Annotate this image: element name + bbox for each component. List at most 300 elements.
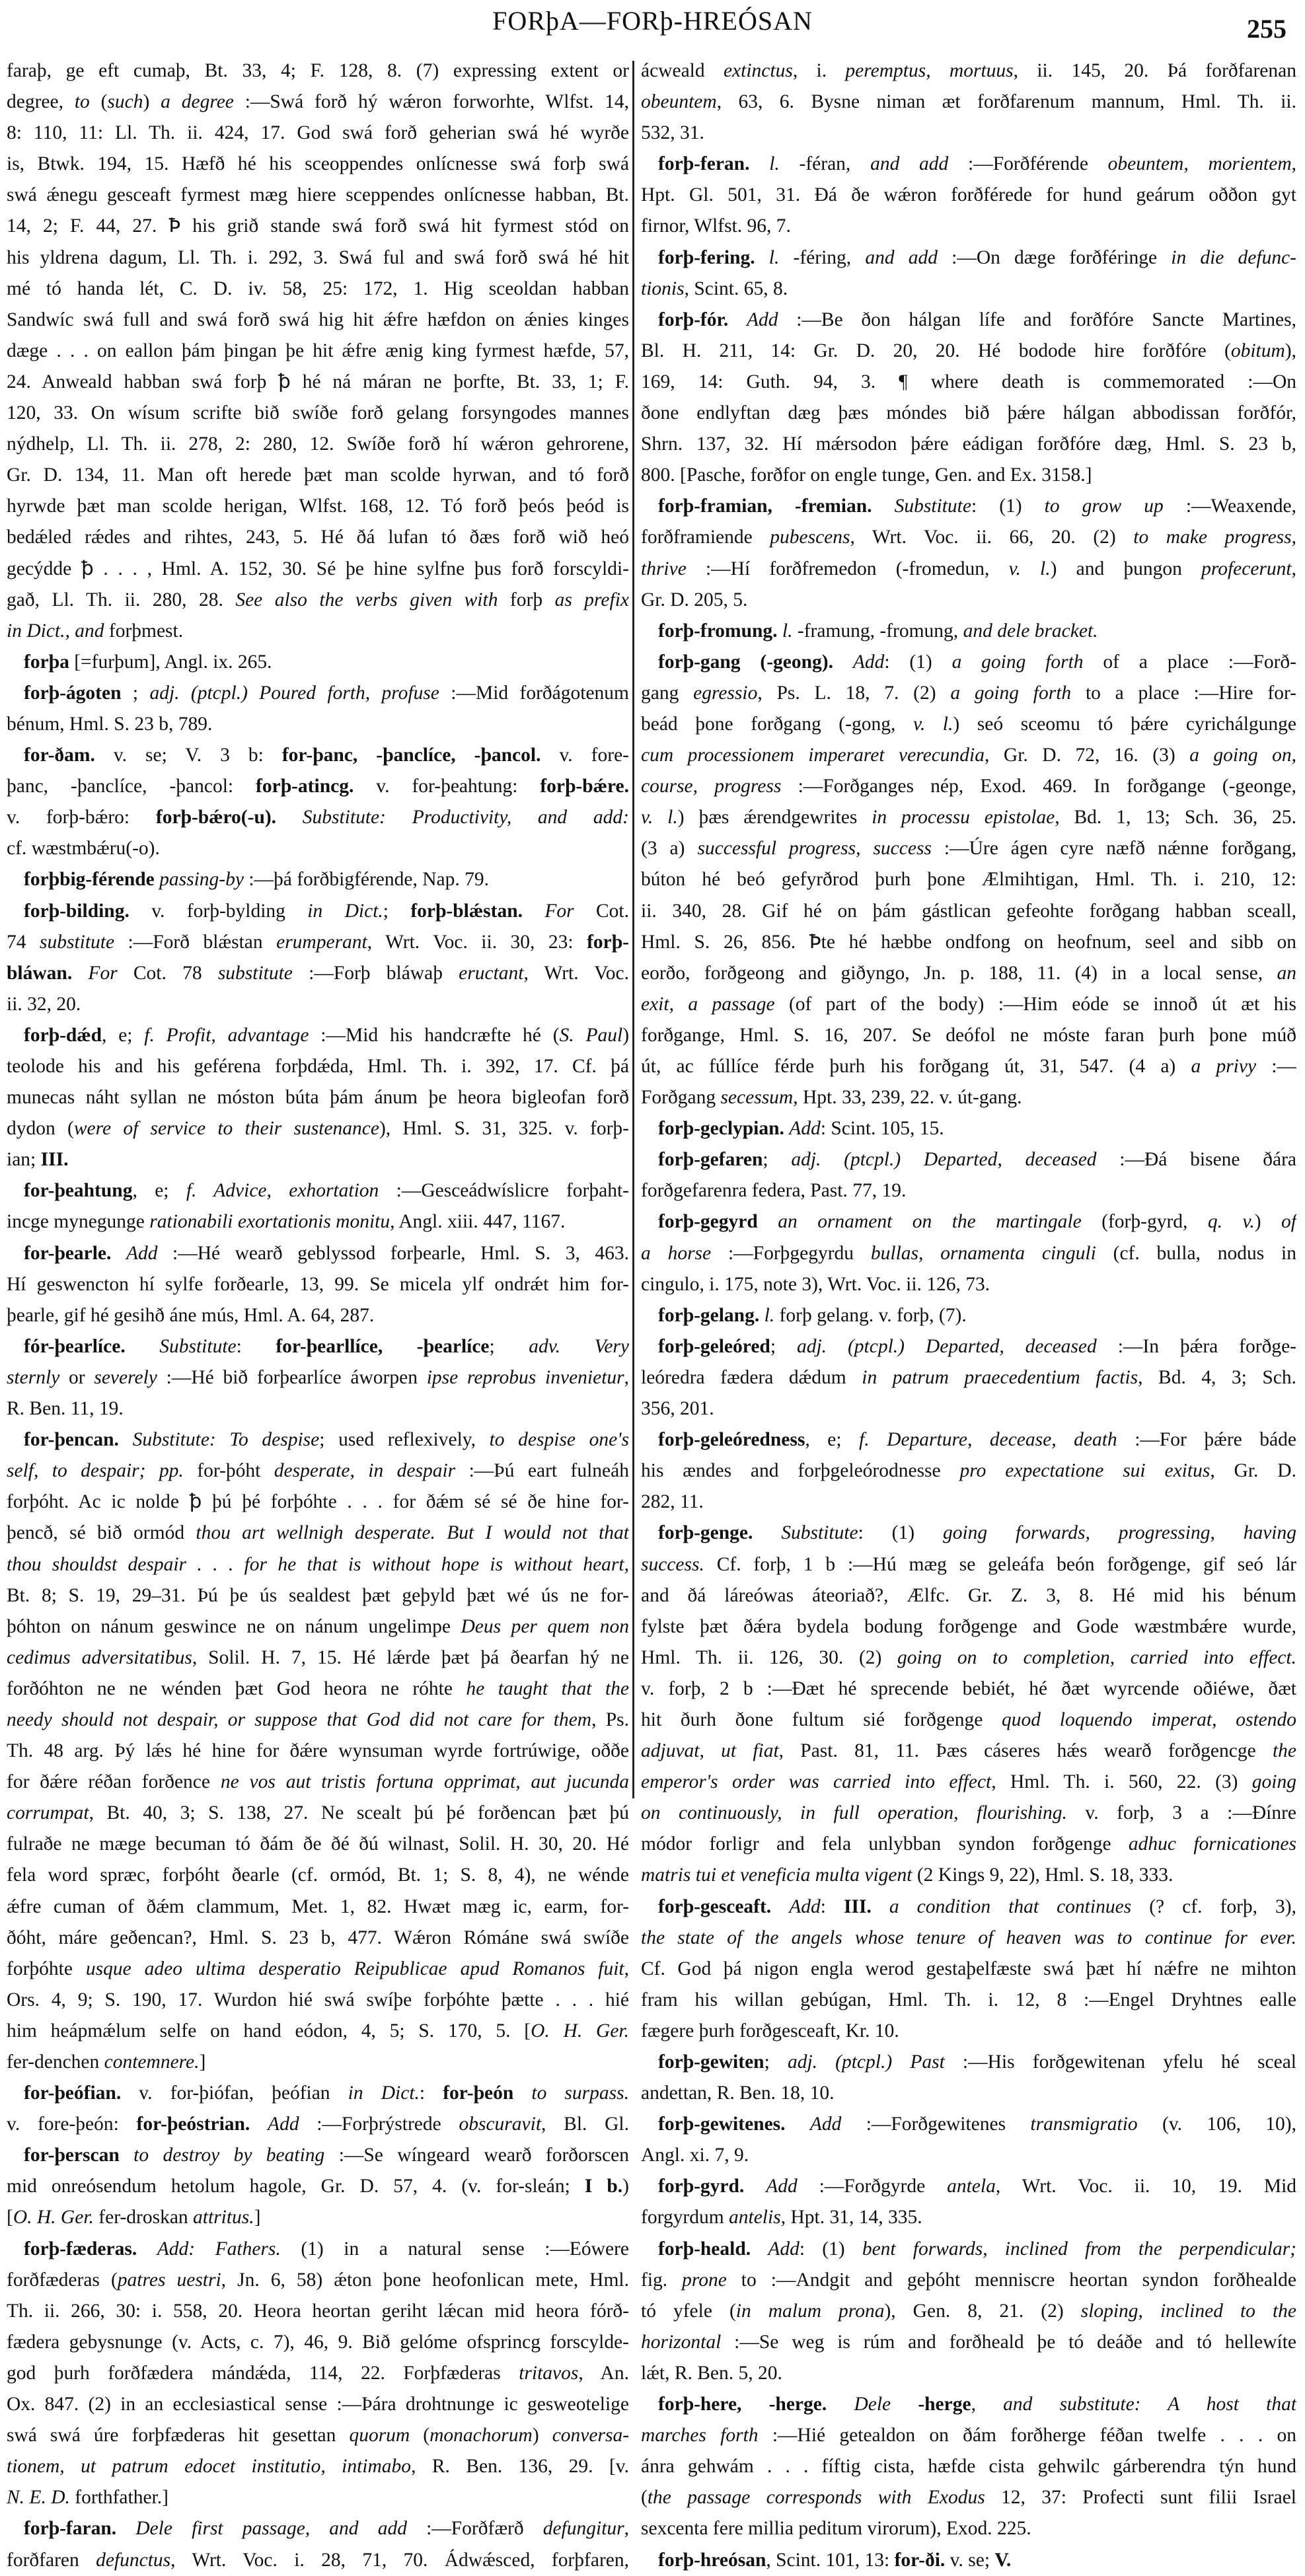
- text-line: [7, 833, 629, 864]
- italic-text: transmigratio: [1030, 2114, 1138, 2135]
- text-segment: 532, 31.: [641, 122, 704, 144]
- text-segment: [872, 1896, 889, 1917]
- italic-text: l.: [782, 620, 793, 642]
- text-segment: : (1): [858, 1522, 943, 1544]
- text-segment: :: [419, 2082, 443, 2104]
- text-segment: R. Ben. 11, 19.: [7, 1398, 124, 1420]
- text-line: [7, 1082, 629, 1113]
- text-segment: forðgefarenra federa, Past. 77, 19.: [641, 1180, 907, 1202]
- text-segment: Hml. Th. ii. 126, 30. (2): [641, 1646, 898, 1668]
- text-segment: v. forþ, 3 a :—Ðínre: [1066, 1802, 1296, 1824]
- text-line: [7, 1580, 629, 1611]
- text-line: [641, 1455, 1296, 1487]
- text-segment: Bt. 8; S. 19, 29–31. Þú þe ús sealdest þæt geþyld þæt wé ús ne for-: [7, 1584, 629, 1606]
- headword: forþ-geleóred: [658, 1335, 770, 1357]
- text-segment: Cot. 78: [117, 962, 218, 984]
- italic-text: Deus per quem non: [461, 1615, 629, 1637]
- text-segment: þanc, -þanclíce, -þancol:: [7, 776, 256, 797]
- text-segment: :: [820, 1895, 844, 1917]
- headword: for-þeófian.: [24, 2082, 122, 2104]
- text-segment: beád þone forðgang (-gong,: [641, 713, 913, 735]
- text-line: [641, 1674, 1296, 1705]
- italic-text: and add: [865, 246, 938, 268]
- text-line: [641, 1798, 1296, 1829]
- text-segment: forþóhte: [7, 1958, 86, 1979]
- text-segment: 120, 33. On wísum scrifte bið swíðe forð gelang forsyngodes mannes: [7, 402, 629, 424]
- text-line: [641, 927, 1296, 958]
- text-segment: [758, 1211, 778, 1232]
- italic-text: usque adeo ultima desperatio Reipublicae apud Romanos fuit: [85, 1958, 624, 1979]
- text-segment: 12, 37: Profecti sunt filii Israel: [985, 2487, 1296, 2509]
- entry-headline: [641, 2109, 1296, 2140]
- italic-text: Add: [746, 309, 778, 330]
- text-line: [641, 2327, 1296, 2358]
- text-line: [7, 1611, 629, 1642]
- text-line: [7, 1518, 629, 1549]
- text-segment: ðone endlyftan dæg þæs móndes bið þǽre hálgan abbodissan forðfór,: [641, 402, 1296, 424]
- text-segment: incge mynegunge: [7, 1211, 150, 1233]
- headword: forþ-gang (-geong).: [658, 651, 833, 673]
- text-segment: :—Hé wearð geblyssod forþearle, Hml. S. 3, 463.: [157, 1242, 629, 1264]
- text-segment: [728, 309, 747, 330]
- text-segment: of a place :—Forð-: [1083, 651, 1296, 673]
- text-line: [641, 1549, 1296, 1580]
- headword: for-ðam.: [24, 745, 95, 766]
- text-segment: forðfæderas (: [7, 2269, 118, 2291]
- italic-text: a going forth: [950, 682, 1072, 704]
- italic-text: substitute: [39, 931, 115, 953]
- italic-text: extinctus: [723, 60, 793, 81]
- text-line: [641, 1954, 1296, 1985]
- text-segment: leóredra fædera dǽdum: [641, 1366, 862, 1388]
- text-line: [7, 1954, 629, 1985]
- text-segment: is, Btwk. 194, 15. Hæfð hé his sceoppendes onlícnesse swá forþ swá: [7, 153, 629, 175]
- text-segment: dydon (: [7, 1118, 74, 1140]
- text-line: [641, 1736, 1296, 1767]
- italic-text: adjuvat, ut fiat: [641, 1740, 779, 1762]
- text-line: [7, 585, 629, 616]
- text-segment: [751, 2238, 768, 2260]
- text-segment: ;: [764, 2051, 788, 2073]
- text-segment: [749, 153, 769, 174]
- text-segment: fig.: [641, 2269, 683, 2291]
- italic-text: egressio: [693, 682, 758, 704]
- italic-text: successful progress, success: [697, 838, 932, 860]
- italic-text: the state of the angels whose tenure of heaven was to continue for ever.: [641, 1927, 1296, 1948]
- text-segment: :—þá forðbigférende, Nap. 79.: [243, 869, 490, 891]
- text-segment: him heápmǽlum selfe on hand eódon, 4, 5; S. 170, 5. [: [7, 2020, 531, 2042]
- italic-text: horizontal: [641, 2331, 722, 2353]
- text-line: [641, 1705, 1296, 1736]
- text-segment: his ændes and forþgeleórodnesse: [641, 1460, 960, 1482]
- text-segment: ii. 340, 28. Gif hé on þám gástlican gefeohte forðgang habban sceall,: [641, 900, 1296, 922]
- italic-text: attritus.: [193, 2207, 254, 2228]
- text-segment: :—Þú eart fulneáh: [455, 1460, 629, 1482]
- italic-text: S. Paul: [559, 1024, 623, 1046]
- entry-headline: [641, 2234, 1296, 2265]
- text-segment: (: [89, 91, 108, 113]
- italic-text: ne vos aut tristis fortuna opprimat, aut jucunda: [220, 1771, 629, 1793]
- text-line: [641, 336, 1296, 367]
- headword: forþ-gegyrd: [658, 1211, 758, 1233]
- headword: V.: [994, 2549, 1012, 2571]
- text-segment: ), Hml. S. 31, 325. v. forþ-: [379, 1118, 629, 1140]
- text-segment: v. for-þeahtung:: [354, 776, 541, 797]
- italic-text: antela: [947, 2176, 996, 2197]
- text-segment: búton hé beó gefyrðrod þurh þone Ælmihtigan, Hml. Th. i. 210, 12:: [641, 869, 1296, 891]
- text-segment: fer-denchen: [7, 2051, 104, 2073]
- text-line: [7, 2265, 629, 2296]
- text-segment: v. forþ-bǽro:: [7, 807, 156, 828]
- text-segment: hit ðurh ðone fultum sié forðgenge: [641, 1709, 1002, 1730]
- text-segment: :—Forþ bláwaþ: [292, 962, 459, 984]
- text-line: [641, 709, 1296, 740]
- text-segment: 800. [Pasche, forðfor on engle tunge, Gen. and Ex. 3158.]: [641, 464, 1092, 486]
- text-line: [7, 1206, 629, 1237]
- text-segment: , Angl. xiii. 447, 1167.: [390, 1211, 566, 1233]
- italic-text: pro expectatione sui exitus: [959, 1460, 1211, 1482]
- headword: forþ-dǽd: [24, 1024, 102, 1046]
- headword: I b.: [584, 2176, 623, 2197]
- text-segment: módor forligr and fela unlybban syndon forðgenge: [641, 1833, 1129, 1855]
- italic-text: Add: [789, 1118, 821, 1140]
- italic-text: to make progress,: [1133, 527, 1296, 548]
- text-segment: ;: [383, 900, 411, 922]
- right-column: [641, 55, 1296, 2576]
- text-line: [641, 2265, 1296, 2296]
- text-segment: (: [641, 2487, 648, 2509]
- text-segment: sexcenta fere millia peditum virorum), Exod. 225.: [641, 2518, 1031, 2540]
- headword: for-ði.: [894, 2549, 946, 2571]
- text-segment: fulraðe ne mæge becuman tó ðám ðe ðé ðú wilnast, Solil. H. 30, 20. Hé: [7, 1833, 629, 1855]
- text-segment: [155, 869, 159, 890]
- text-segment: ;: [489, 1335, 529, 1357]
- text-line: [641, 2420, 1296, 2451]
- text-line: [641, 1051, 1296, 1082]
- text-segment: forþmest.: [104, 620, 184, 642]
- text-segment: [72, 963, 88, 984]
- italic-text: Substitute: [781, 1522, 858, 1544]
- text-segment: , Bd. 4, 3; Sch.: [1138, 1366, 1296, 1388]
- italic-text: the passage corresponds with Exodus: [647, 2487, 985, 2509]
- text-segment: ánra gehwám . . . fíftig cista, hæfde cista gehwilc gárberendra týn hund: [641, 2456, 1296, 2478]
- text-segment: :—Mid forðágotenum: [439, 682, 629, 704]
- text-segment: fer-droskan: [93, 2207, 194, 2228]
- text-segment: , Bl. Gl.: [541, 2114, 629, 2135]
- text-segment: , Gr. D.: [1210, 1460, 1296, 1482]
- entry-headline: [641, 149, 1296, 180]
- text-line: [7, 118, 629, 149]
- text-line: [641, 740, 1296, 771]
- headword: for-þencan.: [24, 1429, 119, 1451]
- running-title: FORþA—FORþ-HREÓSAN: [492, 6, 813, 36]
- text-segment: [759, 1305, 764, 1326]
- italic-text: sternly: [7, 1366, 60, 1388]
- text-segment: Shrn. 137, 32. Hí mǽrsodon þǽre eádigan forðfóre dæg, Hml. S. 23 b,: [641, 433, 1296, 455]
- text-line: [7, 1736, 629, 1767]
- text-segment: :—Gesceádwíslicre forþaht-: [379, 1180, 629, 1202]
- italic-text: were of service to their sustenance: [73, 1118, 379, 1140]
- text-line: [641, 1642, 1296, 1674]
- italic-text: defunctus: [96, 2549, 171, 2571]
- headword: forþ-feran.: [658, 153, 750, 175]
- text-segment: :—Be ðon hálgan lífe and forðfóre Sancte Martines,: [778, 309, 1296, 330]
- text-line: [641, 1580, 1296, 1611]
- entry-headline: [7, 647, 629, 678]
- text-line: [641, 1175, 1296, 1206]
- text-segment: (forþ-gyrd,: [1081, 1211, 1208, 1233]
- text-segment: :—Forðgewitenes: [841, 2114, 1031, 2135]
- entry-headline: [7, 1175, 629, 1206]
- text-segment: , Gr. D. 72, 16. (3): [985, 745, 1190, 766]
- entry-headline: [641, 1113, 1296, 1144]
- italic-text: a horse: [641, 1242, 712, 1264]
- italic-text: Substitute: To despise: [132, 1429, 320, 1451]
- text-segment: Bl. H. 211, 14: Gr. D. 20, 20. Hé bodode hire forðfóre (: [641, 340, 1231, 361]
- entry-headline: [641, 1206, 1296, 1237]
- entry-headline: [641, 1144, 1296, 1175]
- text-segment: 14, 2; F. 44, 27. Ꝥ his grið stande swá forð swá hit fyrmest stód on: [7, 215, 629, 237]
- text-segment: fægere þurh forðgesceaft, Kr. 10.: [641, 2020, 899, 2042]
- text-segment: (1) in a natural sense :—Eówere: [280, 2238, 629, 2260]
- text-segment: dæge . . . on eallon þám þingan þe hit ǽfre ænig king fyrmest hæfde, 57,: [7, 340, 629, 361]
- text-segment: þencð, sé bið ormód: [7, 1522, 196, 1544]
- text-line: [641, 87, 1296, 118]
- headword: forþ-gyrd.: [658, 2176, 745, 2197]
- italic-text: going on to completion, carried into effect.: [897, 1646, 1296, 1668]
- text-segment: ,: [971, 2394, 1004, 2415]
- italic-text: thou shouldst despair . . . for he that is without hope is without heart,: [7, 1553, 629, 1575]
- italic-text: contemnere.: [104, 2051, 200, 2073]
- italic-text: and dele bracket.: [963, 620, 1098, 642]
- italic-text: in patrum praecedentium factis: [862, 1366, 1138, 1388]
- text-segment: [116, 2518, 135, 2539]
- text-segment: his yldrena dagum, Ll. Th. i. 292, 3. Swá ful and swá forð swá hé hit: [7, 246, 629, 268]
- column-divider: [632, 61, 634, 1798]
- italic-text: severely: [94, 1366, 157, 1388]
- text-segment: ðóht, máre geðencan?, Hml. S. 23 b, 477. Wǽron Rómáne swá swíðe: [7, 1927, 629, 1948]
- italic-text: l.: [764, 1304, 775, 1326]
- headword: forþbig-férende: [24, 869, 155, 891]
- headword: forþ-geleóredness: [658, 1429, 805, 1451]
- text-segment: [276, 807, 303, 828]
- text-line: [7, 1144, 629, 1175]
- headword: fór-þearlíce.: [24, 1335, 126, 1357]
- text-line: [641, 802, 1296, 833]
- text-line: [641, 2202, 1296, 2233]
- text-line: [7, 2358, 629, 2389]
- entry-headline: [7, 1020, 629, 1051]
- text-line: [7, 367, 629, 398]
- text-segment: , Bt. 40, 3; S. 138, 27. Ne scealt þú þé forðencan þæt þú: [89, 1802, 629, 1824]
- text-line: [7, 180, 629, 211]
- text-line: [641, 1860, 1296, 1891]
- text-segment: , Scint. 65, 8.: [684, 277, 788, 299]
- italic-text: conversa-: [552, 2425, 629, 2447]
- text-segment: Gr. D. 134, 11. Man oft herede þæt man scolde hyrwan, and tó forð: [7, 464, 629, 486]
- headword: forþ-framian, -fremian.: [658, 496, 872, 517]
- text-segment: [126, 1336, 160, 1357]
- text-segment: út, ac fúllíce férde þurh his forðgang út, 31, 547. (4 a): [641, 1056, 1191, 1077]
- text-segment: ) seó sceomu tó þǽre cyrichálgunge: [953, 713, 1296, 735]
- text-segment: Th. ii. 266, 30: i. 558, 20. Heora heortan geriht lǽcan mid heora fórð-: [7, 2300, 629, 2322]
- text-segment: :—Hé bið forþearlíce áworpen: [157, 1366, 427, 1388]
- text-line: [641, 274, 1296, 305]
- text-line: [641, 1611, 1296, 1642]
- text-segment: gað, Ll. Th. ii. 280, 28.: [7, 589, 236, 610]
- text-line: [641, 2513, 1296, 2544]
- italic-text: For: [88, 962, 118, 984]
- text-line: [7, 1300, 629, 1331]
- text-segment: bedǽled rǽdes and rihtes, 243, 5. Hé ðá lufan tó ðæs forð wið heó: [7, 527, 629, 548]
- italic-text: quod loquendo imperat, ostendo: [1002, 1709, 1296, 1730]
- italic-text: going: [1251, 1771, 1296, 1793]
- text-segment: [513, 2082, 531, 2104]
- italic-text: tionem, ut patrum edocet institutio, intimabo: [7, 2456, 412, 2478]
- text-segment: Ox. 847. (2) in an ecclesiastical sense :—Þára drohtnunge ic gesweotelige: [7, 2394, 629, 2415]
- entry-headline: [641, 2171, 1296, 2202]
- italic-text: peremptus, mortuus: [845, 60, 1014, 81]
- text-line: [641, 1767, 1296, 1798]
- italic-text: quorum: [349, 2425, 410, 2447]
- text-segment: gang: [641, 682, 694, 704]
- italic-text: Dele first passage, and add: [135, 2518, 407, 2540]
- text-segment: ): [1254, 1211, 1282, 1233]
- text-line: [7, 1705, 629, 1736]
- text-segment: , i.: [792, 60, 846, 81]
- text-segment: faraþ, ge eft cumaþ, Bt. 33, 4; F. 128, 8. (7) expressing extent or: [7, 60, 629, 81]
- text-line: [641, 771, 1296, 802]
- text-segment: ii. 32, 20.: [7, 993, 81, 1015]
- text-line: [7, 709, 629, 740]
- text-segment: :—Forðfærð: [406, 2518, 543, 2540]
- text-line: [641, 958, 1296, 989]
- text-segment: 169, 14: Guth. 94, 3. ¶ where death is commemorated :—On: [641, 371, 1296, 392]
- text-line: [7, 2327, 629, 2358]
- italic-text: q. v.: [1207, 1211, 1255, 1233]
- italic-text: cum processionem imperaret verecundia: [641, 745, 985, 766]
- italic-text: Add: [852, 651, 885, 673]
- entry-headline: [641, 491, 1296, 522]
- text-line: [7, 1892, 629, 1923]
- text-segment: ) þæs ǽrendgewrites: [677, 807, 872, 828]
- italic-text: obeuntem, morientem: [1107, 153, 1292, 175]
- text-segment: [891, 2394, 918, 2415]
- italic-text: he taught that the: [466, 1677, 629, 1699]
- italic-text: cedimus adversitatibus: [7, 1646, 192, 1668]
- italic-text: in die defunc-: [1171, 246, 1296, 268]
- text-line: [641, 1829, 1296, 1860]
- text-segment: :: [236, 1335, 276, 1357]
- text-segment: 282, 11.: [641, 1491, 704, 1513]
- text-segment: Ors. 4, 9; S. 190, 17. Wurdon hié swá swíþe forþóhte þætte . . . hié: [7, 1989, 629, 2010]
- text-segment: Cf. forþ, 1 b :—Hú mæg se geleáfa beón forðgenge, gif seó lár: [704, 1553, 1296, 1575]
- text-line: [7, 1642, 629, 1674]
- text-segment: forþ: [498, 589, 555, 610]
- entry-headline: [7, 2234, 629, 2265]
- text-line: [7, 2389, 629, 2420]
- italic-text: adv. Very: [529, 1335, 629, 1357]
- entry-headline: [641, 1300, 1296, 1331]
- italic-text: adj. (ptcpl.) Departed, deceased: [796, 1335, 1097, 1357]
- text-segment: andettan, R. Ben. 18, 10.: [641, 2082, 835, 2104]
- headword: forþ-bǽro(-u).: [155, 807, 277, 828]
- text-segment: :—Weaxende,: [1163, 496, 1296, 517]
- page-header: [0, 3, 1305, 42]
- text-segment: :—Úre ágen cyre næfð nǽnne forðgang,: [931, 838, 1296, 860]
- italic-text: monachorum: [429, 2425, 533, 2447]
- text-segment: ; used reflexively,: [319, 1429, 490, 1451]
- italic-text: to destroy by beating: [133, 2145, 325, 2166]
- text-segment: degree,: [7, 91, 75, 113]
- text-line: [7, 429, 629, 460]
- italic-text: adj. (ptcpl.) Poured forth, profuse: [149, 682, 439, 704]
- text-segment: :—On dæge forðféringe: [937, 246, 1172, 268]
- text-segment: mé tó handa lét, C. D. iv. 58, 25: 172, 1. Hig sceoldan habban: [7, 277, 629, 299]
- text-segment: , e;: [132, 1180, 186, 1202]
- text-segment: for-þóht: [183, 1460, 274, 1482]
- italic-text: a condition that continues: [889, 1895, 1132, 1917]
- italic-text: a going on,: [1189, 745, 1296, 766]
- text-segment: Angl. xi. 7, 9.: [641, 2145, 749, 2166]
- text-segment: ,: [624, 2518, 629, 2540]
- entry-headline: [7, 1238, 629, 1269]
- text-segment: , Jn. 6, 58) ǽton þone heofonlican mete, Hml.: [221, 2269, 629, 2291]
- text-segment: ;: [770, 1335, 797, 1357]
- text-segment: ;: [121, 682, 150, 704]
- text-segment: [827, 2394, 854, 2415]
- headword: forþ-gefaren: [658, 1149, 763, 1171]
- text-line: [641, 896, 1296, 927]
- text-segment: [523, 901, 544, 922]
- text-line: [7, 1798, 629, 1829]
- text-segment: ) and þungon: [1050, 558, 1202, 579]
- text-segment: ]: [199, 2051, 206, 2073]
- text-line: [641, 1923, 1296, 1954]
- text-segment: , Wrt. Voc. ii. 66, 20. (2): [850, 527, 1134, 548]
- text-line: [7, 274, 629, 305]
- text-segment: forðframiende: [641, 527, 770, 548]
- italic-text: and substitute: A host that: [1003, 2394, 1296, 2415]
- text-segment: ): [532, 2425, 552, 2447]
- italic-text: in Dict.: [307, 900, 383, 922]
- italic-text: adj. (ptcpl.) Departed, deceased: [791, 1149, 1097, 1171]
- text-segment: -féring,: [779, 246, 866, 268]
- headword: forþ-fæderas.: [24, 2238, 137, 2260]
- text-segment: ,: [1291, 558, 1296, 579]
- text-segment: 8: 110, 11: Ll. Th. ii. 424, 17. God swá forð geherian swá hé wyrðe: [7, 122, 629, 144]
- text-line: [641, 118, 1296, 149]
- text-segment: v. se; V. 3 b:: [94, 745, 282, 766]
- headword: forþ-fór.: [658, 309, 729, 330]
- text-segment: swá ǽnegu gesceaft fyrmest mæg hiere sceppendes onlícnesse habban, Bt.: [7, 184, 629, 206]
- italic-text: such: [107, 91, 143, 113]
- italic-text: and add: [870, 153, 949, 175]
- text-segment: Forðgang: [641, 1087, 721, 1109]
- text-line: [7, 2420, 629, 2451]
- text-segment: (of part of the body) :—Him eóde se innoð út æt his: [774, 993, 1296, 1015]
- text-line: [7, 927, 629, 958]
- text-segment: fylste þæt ðǽra bydela bodung forðgenge and Gode wæstmbǽre wurde,: [641, 1615, 1296, 1637]
- text-line: [641, 585, 1296, 616]
- text-segment: [786, 2114, 810, 2135]
- text-segment: forgyrdum: [641, 2207, 729, 2228]
- text-line: [641, 554, 1296, 585]
- text-line: [641, 864, 1296, 895]
- headword: III.: [844, 1895, 872, 1917]
- headword: forþ-ágoten: [24, 682, 122, 704]
- italic-text: O. H. Ger.: [13, 2207, 94, 2228]
